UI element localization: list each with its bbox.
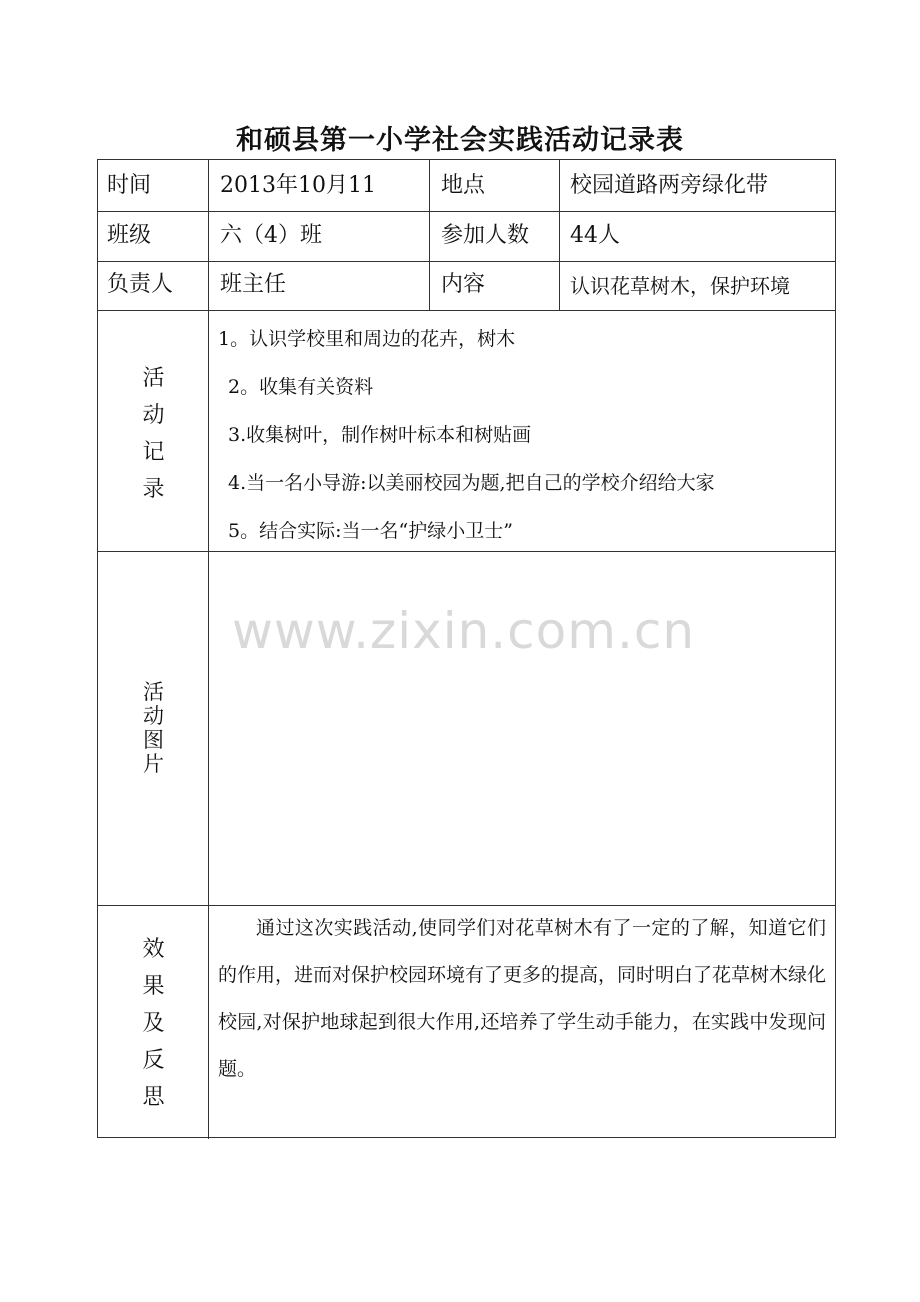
photos-label-char: 片 (143, 752, 164, 776)
record-label (98, 360, 209, 508)
class-value: 六（4）班 (220, 223, 322, 248)
time-value: 2013年10月11 (220, 173, 376, 198)
count-label: 参加人数 (441, 223, 530, 248)
record-line: 3.收集树叶，制作树叶标本和树贴画 (228, 424, 532, 446)
record-label-char: 记 (142, 440, 165, 465)
count-value: 44人 (570, 223, 620, 248)
col-divider (559, 160, 560, 310)
effect-label (98, 931, 209, 1116)
place-label: 地点 (441, 173, 486, 198)
record-label-char: 录 (142, 477, 165, 502)
photos-label (98, 680, 209, 776)
photos-label-char: 动 (143, 704, 164, 728)
record-line: 5。结合实际:当一名“护绿小卫士” (228, 520, 513, 542)
record-label-char: 动 (142, 403, 165, 428)
photos-label-char: 图 (143, 728, 164, 752)
photos-label-char: 活 (143, 680, 164, 704)
class-label: 班级 (107, 223, 152, 248)
col-divider (429, 160, 430, 310)
effect-label-char: 效 (142, 937, 165, 962)
time-label: 时间 (107, 173, 152, 198)
effect-label-char: 反 (142, 1048, 165, 1073)
effect-label-char: 思 (142, 1085, 165, 1110)
effect-label-char: 及 (142, 1011, 165, 1036)
effect-label-char: 果 (142, 974, 165, 999)
content-label: 内容 (441, 272, 486, 297)
place-value: 校园道路两旁绿化带 (570, 173, 769, 198)
record-line: 1。认识学校里和周边的花卉，树木 (218, 328, 516, 350)
page-title: 和硕县第一小学社会实践活动记录表 (236, 125, 684, 156)
record-line: 4.当一名小导游:以美丽校园为题,把自己的学校介绍给大家 (228, 472, 715, 494)
lead-label: 负责人 (107, 272, 174, 297)
effect-text: 通过这次实践活动,使同学们对花草树木有了一定的了解，知道它们的作用，进而对保护校园环境有了更多的提高，同时明白了花草树木绿化校园,对保护地球起到很大作用,还培养了学生动手能力，在实践中发现问题。 (218, 917, 827, 1080)
record-line: 2。收集有关资料 (228, 376, 374, 398)
record-label-char: 活 (142, 366, 165, 391)
content-value: 认识花草树木，保护环境 (570, 274, 790, 298)
lead-value: 班主任 (220, 272, 287, 297)
watermark-text: www.zixin.com.cn (232, 602, 696, 660)
